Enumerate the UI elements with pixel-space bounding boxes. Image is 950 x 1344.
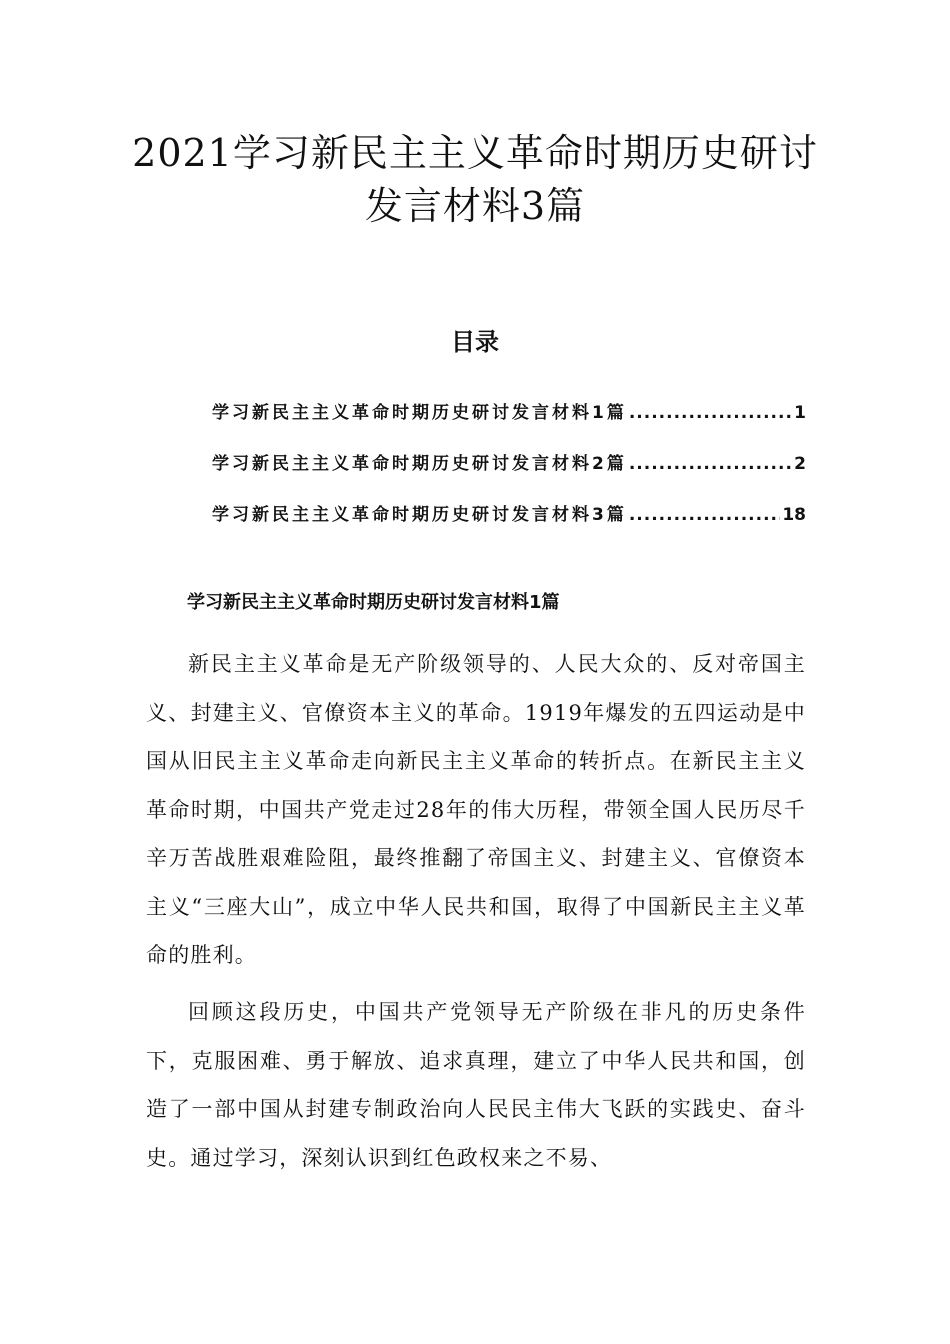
toc-entry-page: 2 [794, 454, 806, 474]
toc-leader-dots [629, 507, 781, 524]
toc-entry-1[interactable] [212, 405, 806, 422]
document-title-line2: 发言材料3篇 [364, 184, 586, 228]
toc-entry-label: 学习新民主主义革命时期历史研讨发言材料2篇 [212, 454, 627, 474]
toc-entry-page: 1 [794, 403, 806, 423]
toc-entry-label: 学习新民主主义革命时期历史研讨发言材料1篇 [212, 403, 627, 423]
toc-entry-3[interactable] [212, 507, 806, 524]
toc-leader-dots [629, 456, 792, 473]
toc-entry-2[interactable] [212, 456, 806, 473]
body-paragraph-2: 回顾这段历史，中国共产党领导无产阶级在非凡的历史条件下，克服困难、勇于解放、追求真理，建立了中华人民共和国，创造了一部中国从封建专制政治向人民民主伟大飞跃的实践史、奋斗史。通过学习，深刻认识到红色政权来之不易、 [146, 1000, 806, 1170]
section-heading: 学习新民主主义革命时期历史研讨发言材料1篇 [187, 592, 560, 613]
toc-heading: 目录 [451, 328, 499, 356]
toc-leader-dots [629, 405, 792, 422]
body-paragraph-1: 新民主主义革命是无产阶级领导的、人民大众的、反对帝国主义、封建主义、官僚资本主义的革命。1919年爆发的五四运动是中国从旧民主主义革命走向新民主主义革命的转折点。在新民主主义革命时期，中国共产党走过28年的伟大历程，带领全国人民历尽千辛万苦战胜艰难险阻，最终推翻了帝国主义、封建主义、官僚资本主义“三座大山”，成立中华人民共和国，取得了中国新民主主义革命的胜利。 [146, 652, 806, 967]
document-title-line1: 2021学习新民主主义革命时期历史研讨 [132, 131, 818, 175]
toc-entry-label: 学习新民主主义革命时期历史研讨发言材料3篇 [212, 505, 627, 525]
toc-entry-page: 18 [782, 505, 806, 525]
